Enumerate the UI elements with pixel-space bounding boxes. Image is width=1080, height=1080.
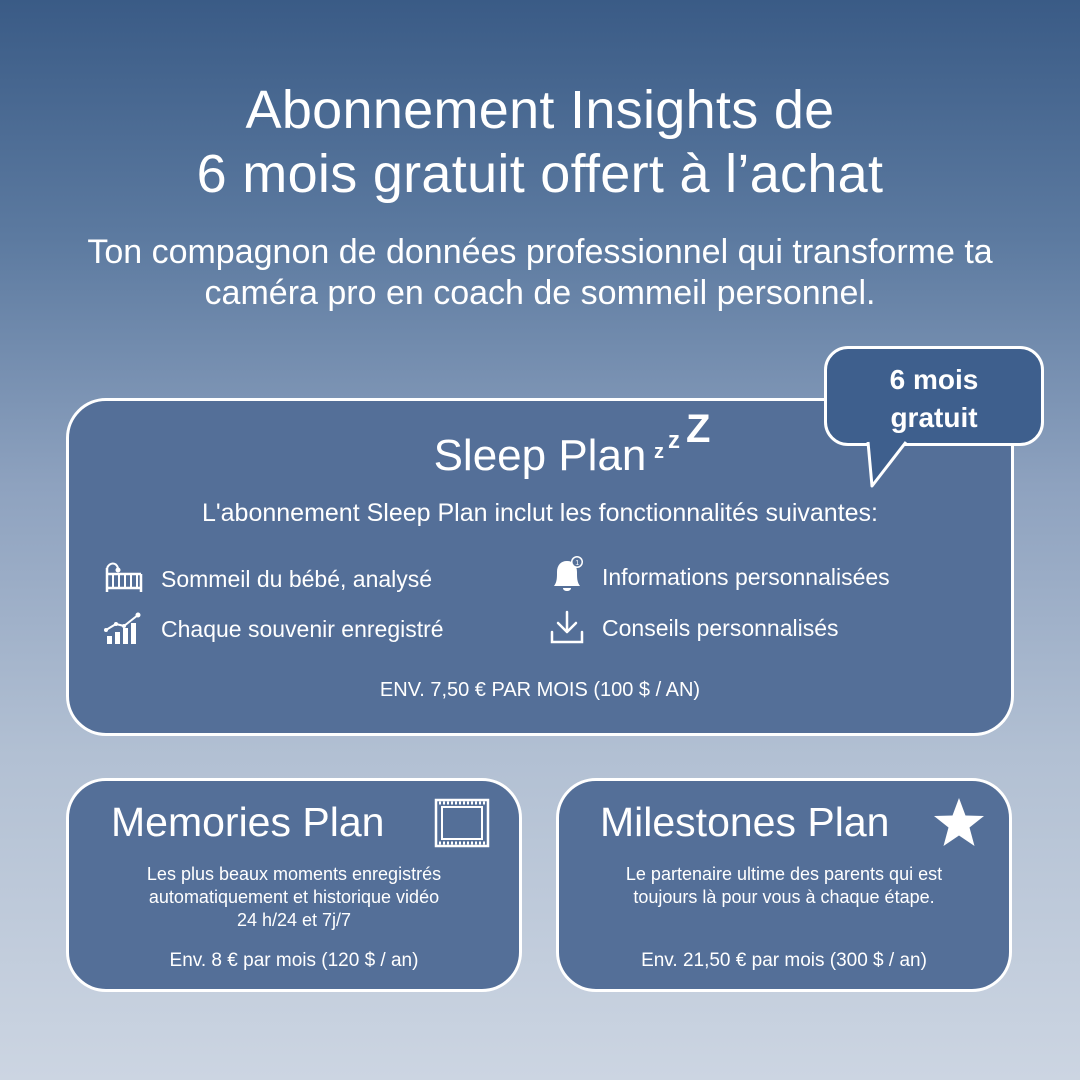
memories-desc-line-1: Les plus beaux moments enregistrés bbox=[146, 864, 442, 884]
milestones-desc-line-2: toujours là pour vous à chaque étape. bbox=[633, 887, 935, 907]
free-months-badge bbox=[824, 346, 1044, 446]
zzz-icon bbox=[652, 402, 722, 462]
memories-desc-line-2: automatiquement et historique vidéo bbox=[148, 887, 440, 907]
memories-plan-price: Env. 8 € par mois (120 $ / an) bbox=[169, 950, 419, 971]
download-icon bbox=[548, 608, 586, 646]
memories-desc-line-3: 24 h/24 et 7j/7 bbox=[236, 910, 352, 930]
svg-text:Z: Z bbox=[686, 407, 711, 451]
feature-tips: Conseils personnalisés bbox=[602, 615, 839, 641]
badge-tail bbox=[860, 440, 920, 490]
milestones-plan-title: Milestones Plan bbox=[600, 799, 890, 845]
bell-notification-icon bbox=[548, 554, 586, 596]
milestones-plan-price: Env. 21,50 € par mois (300 $ / an) bbox=[641, 950, 927, 971]
feature-memories: Chaque souvenir enregistré bbox=[161, 616, 444, 642]
headline-line-1: Abonnement Insights de bbox=[245, 80, 835, 140]
feature-baby-sleep: Sommeil du bébé, analysé bbox=[161, 566, 433, 592]
sleep-plan-price: ENV. 7,50 € PAR MOIS (100 $ / AN) bbox=[379, 679, 701, 701]
subheadline: Ton compagnon de données professionnel qui transforme ta caméra pro en coach de sommeil personnel. bbox=[87, 233, 993, 312]
star-icon bbox=[932, 796, 986, 848]
milestones-plan-description bbox=[568, 863, 1000, 909]
bar-chart-icon bbox=[104, 610, 144, 646]
sleep-plan-title: Sleep Plan bbox=[433, 431, 647, 480]
svg-text:z: z bbox=[654, 441, 664, 462]
memories-plan-description bbox=[80, 863, 508, 932]
headline bbox=[0, 78, 1080, 206]
badge-line-1: 6 mois bbox=[889, 364, 979, 395]
svg-text:z: z bbox=[668, 427, 680, 454]
headline-line-2: 6 mois gratuit offert à l’achat bbox=[196, 144, 884, 204]
memories-plan-title: Memories Plan bbox=[111, 799, 385, 845]
svg-text:1: 1 bbox=[575, 560, 580, 567]
crib-icon bbox=[104, 558, 144, 598]
badge-line-2: gratuit bbox=[890, 402, 978, 433]
feature-insights: Informations personnalisées bbox=[602, 564, 890, 590]
milestones-desc-line-1: Le partenaire ultime des parents qui est bbox=[625, 864, 943, 884]
film-strip-icon bbox=[434, 798, 490, 848]
sleep-plan-description: L'abonnement Sleep Plan inclut les fonctionnalités suivantes: bbox=[201, 499, 879, 527]
